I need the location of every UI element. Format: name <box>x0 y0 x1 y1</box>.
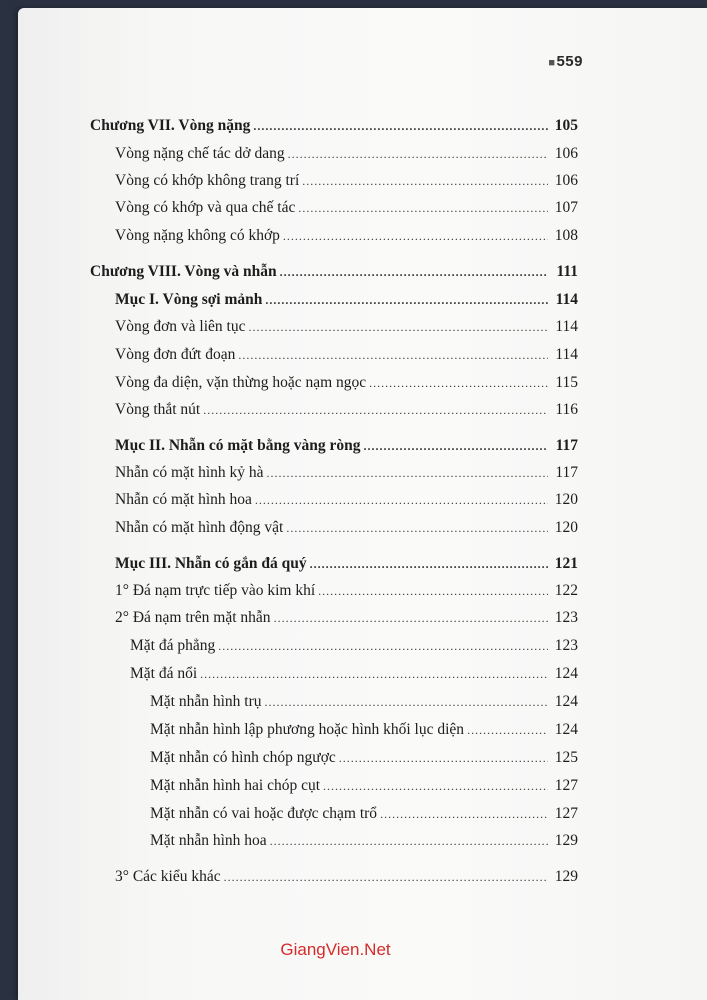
toc-entry <box>115 608 578 628</box>
toc-entry-title: 2° Đá nạm trên mặt nhẫn <box>115 609 271 626</box>
toc-entry-title: Vòng thắt nút <box>115 401 201 418</box>
toc-entry <box>115 144 578 164</box>
dot-leader <box>267 463 548 483</box>
watermark-text: GiangVien.Net <box>280 940 391 959</box>
toc-entry-page: 124 <box>554 693 578 710</box>
dot-leader <box>288 144 548 164</box>
toc-entry <box>115 290 578 310</box>
toc-entry <box>115 400 578 420</box>
dot-leader <box>380 804 548 824</box>
toc-entry <box>150 720 578 740</box>
toc-entry-page: 116 <box>555 401 578 418</box>
toc-entry <box>115 373 578 393</box>
dot-leader <box>265 290 548 310</box>
toc-entry <box>115 867 578 887</box>
dot-leader <box>363 436 548 456</box>
toc-entry-title: Vòng đơn và liên tục <box>115 318 246 335</box>
toc-entry-page: 123 <box>554 637 578 654</box>
toc-entry <box>130 664 578 684</box>
toc-entry <box>115 518 578 538</box>
table-of-contents <box>18 8 707 1000</box>
dot-leader <box>318 581 548 601</box>
toc-entry-page: 114 <box>555 346 578 363</box>
dot-leader <box>302 171 548 191</box>
toc-entry <box>115 490 578 510</box>
toc-entry-page: 106 <box>554 172 578 189</box>
toc-entry-page: 105 <box>554 117 578 134</box>
toc-entry-title: Vòng nặng chế tác dở dang <box>115 145 285 162</box>
toc-entry-title: Vòng có khớp và qua chế tác <box>115 199 296 216</box>
toc-entry-title: Mặt nhẫn hình trụ <box>150 693 262 710</box>
dot-leader <box>200 664 548 684</box>
dot-leader <box>369 373 548 393</box>
toc-entry-title: Mặt đá nổi <box>130 665 198 682</box>
toc-entry-page: 127 <box>554 777 578 794</box>
toc-entry-page: 123 <box>554 609 578 626</box>
toc-entry-title: Mặt nhẫn có vai hoặc được chạm trổ <box>150 805 378 822</box>
toc-entry-title: Chương VIII. Vòng và nhẫn <box>90 263 277 280</box>
toc-entry-page: 111 <box>556 263 578 280</box>
toc-entry <box>130 636 578 656</box>
toc-entry-title: Mặt nhẫn hình hai chóp cụt <box>150 777 321 794</box>
toc-entry-page: 121 <box>554 555 578 572</box>
dot-leader <box>323 776 548 796</box>
dot-leader <box>310 554 548 574</box>
dot-leader <box>265 692 549 712</box>
toc-entry-page: 114 <box>555 318 578 335</box>
toc-entry-title: Mục III. Nhẫn có gắn đá quý <box>115 555 307 572</box>
toc-entry-page: 117 <box>555 464 578 481</box>
book-page <box>18 8 707 1000</box>
dot-leader <box>339 748 548 768</box>
dot-leader <box>248 317 548 337</box>
toc-entry-title: Nhẫn có mặt hình kỷ hà <box>115 464 264 481</box>
toc-entry-page: 114 <box>555 291 578 308</box>
dot-leader <box>274 608 548 628</box>
toc-entry <box>115 581 578 601</box>
page-number-mark: ■ <box>548 57 556 69</box>
toc-entry-title: 3° Các kiểu khác <box>115 868 221 885</box>
toc-entry-page: 106 <box>554 145 578 162</box>
page-number-value: 559 <box>556 53 583 70</box>
toc-entry <box>115 198 578 218</box>
toc-entry <box>150 692 578 712</box>
toc-entry-page: 122 <box>554 582 578 599</box>
toc-entry-title: Nhẫn có mặt hình động vật <box>115 519 284 536</box>
toc-entry <box>115 345 578 365</box>
dot-leader <box>298 198 548 218</box>
toc-entry-title: Mục I. Vòng sợi mảnh <box>115 291 263 308</box>
toc-entry-page: 120 <box>554 519 578 536</box>
toc-entry-page: 129 <box>554 832 578 849</box>
toc-entry-page: 115 <box>555 374 578 391</box>
toc-entry-page: 120 <box>554 491 578 508</box>
toc-entry <box>115 463 578 483</box>
toc-entry-page: 125 <box>554 749 578 766</box>
toc-entry-title: Vòng nặng không có khớp <box>115 227 280 244</box>
toc-entry <box>115 554 578 574</box>
toc-entry <box>90 262 578 282</box>
toc-entry-title: Mặt đá phẳng <box>130 637 216 654</box>
toc-entry-page: 127 <box>554 805 578 822</box>
toc-entry-page: 117 <box>555 437 578 454</box>
dot-leader <box>203 400 548 420</box>
toc-entry <box>115 226 578 246</box>
dot-leader <box>286 518 548 538</box>
dot-leader <box>467 720 548 740</box>
toc-entry-title: Chương VII. Vòng nặng <box>90 117 251 134</box>
toc-entry-page: 107 <box>554 199 578 216</box>
dot-leader <box>253 116 548 136</box>
dot-leader <box>283 226 548 246</box>
dot-leader <box>255 490 548 510</box>
toc-entry-title: Mặt nhẫn hình hoa <box>150 832 267 849</box>
dot-leader <box>270 831 548 851</box>
toc-entry <box>115 171 578 191</box>
toc-entry <box>150 776 578 796</box>
dot-leader <box>280 262 548 282</box>
toc-entry-title: Vòng đa diện, vặn thừng hoặc nạm ngọc <box>115 374 367 391</box>
toc-entry-title: 1° Đá nạm trực tiếp vào kim khí <box>115 582 316 599</box>
toc-entry-page: 129 <box>554 868 578 885</box>
toc-entry-title: Mặt nhẫn có hình chóp ngược <box>150 749 336 766</box>
dot-leader <box>224 867 548 887</box>
toc-entry <box>115 436 578 456</box>
toc-entry-page: 124 <box>554 665 578 682</box>
toc-entry <box>150 804 578 824</box>
toc-entry-page: 124 <box>554 721 578 738</box>
toc-entry <box>150 748 578 768</box>
toc-entry-title: Mục II. Nhẫn có mặt bằng vàng ròng <box>115 437 361 454</box>
toc-entry-title: Vòng đơn đứt đoạn <box>115 346 236 363</box>
toc-entry <box>90 116 578 136</box>
toc-entry <box>115 317 578 337</box>
toc-entry-title: Vòng có khớp không trang trí <box>115 172 300 189</box>
toc-entry-title: Mặt nhẫn hình lập phương hoặc hình khối lục diện <box>150 721 465 738</box>
toc-entry-title: Nhẫn có mặt hình hoa <box>115 491 252 508</box>
dot-leader <box>238 345 548 365</box>
toc-entry <box>150 831 578 851</box>
toc-entry-page: 108 <box>554 227 578 244</box>
dot-leader <box>218 636 548 656</box>
